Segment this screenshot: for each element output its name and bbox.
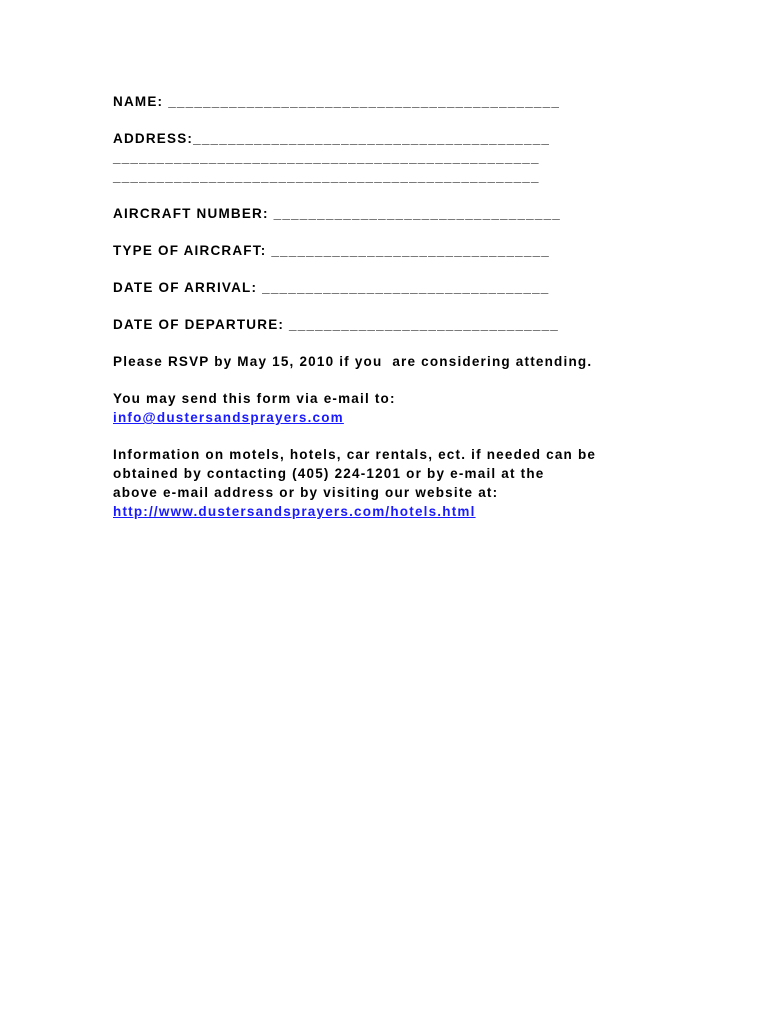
address-line-2[interactable]: _________________________________________________: [113, 150, 540, 165]
date-of-arrival-field[interactable]: DATE OF ARRIVAL: _________________________________: [113, 280, 550, 295]
email-intro-text: You may send this form via e-mail to:: [113, 391, 396, 406]
info-section: [113, 445, 673, 521]
address-line-3[interactable]: _________________________________________________: [113, 169, 540, 184]
info-text-line-3: above e-mail address or by visiting our website at:: [113, 485, 499, 500]
info-text-line-2: obtained by contacting (405) 224-1201 or by e-mail at the: [113, 466, 545, 481]
date-of-departure-field[interactable]: DATE OF DEPARTURE: _______________________________: [113, 317, 559, 332]
website-link[interactable]: http://www.dustersandsprayers.com/hotels.html: [113, 504, 476, 519]
rsvp-form-page: [113, 92, 673, 521]
email-section: [113, 389, 673, 427]
name-field[interactable]: NAME: _____________________________________________: [113, 94, 561, 109]
email-link[interactable]: info@dustersandsprayers.com: [113, 410, 344, 425]
info-text-line-1: Information on motels, hotels, car rentals, ect. if needed can be: [113, 447, 597, 462]
rsvp-notice: Please RSVP by May 15, 2010 if you are considering attending.: [113, 354, 593, 369]
type-of-aircraft-field[interactable]: TYPE OF AIRCRAFT: ________________________________: [113, 243, 551, 258]
aircraft-number-field[interactable]: AIRCRAFT NUMBER: _________________________________: [113, 206, 561, 221]
address-field[interactable]: ADDRESS:_________________________________________: [113, 131, 551, 146]
